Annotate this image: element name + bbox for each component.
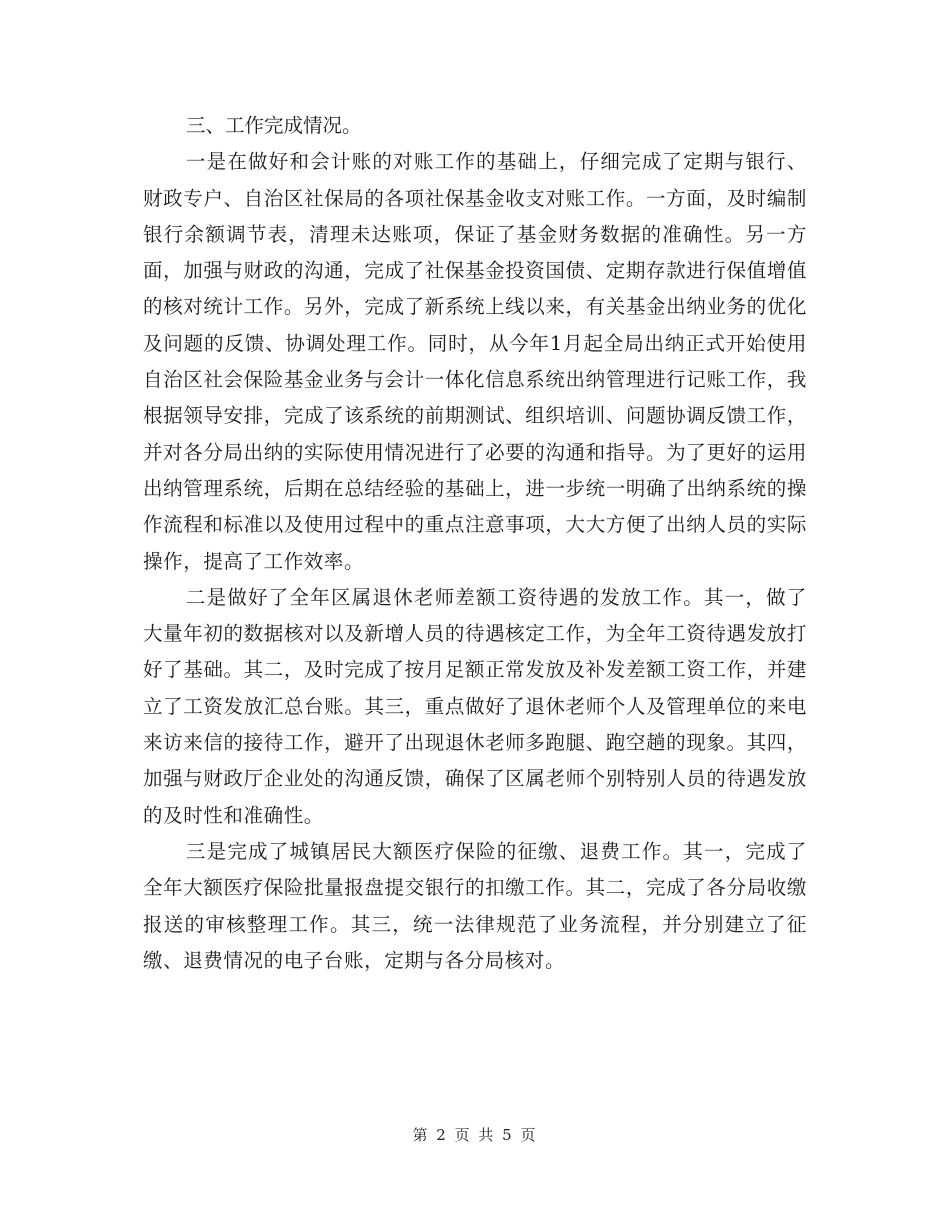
section-heading: 三、工作完成情况。 <box>186 114 362 137</box>
document-body <box>143 108 807 979</box>
paragraph-reconciliation: 一是在做好和会计账的对账工作的基础上，仔细完成了定期与银行、财政专户、自治区社保局的各项社保基金收支对账工作。一方面，及时编制银行余额调节表，清理未达账项，保证了基金财务数据的准确性。另一方面，加强与财政的沟通，完成了社保基金投资国债、定期存款进行保值增值的核对统计工作。另外，完成了新系统上线以来，有关基金出纳业务的优化及问题的反馈、协调处理工作。同时，从今年1月起全局出纳正式开始使用自治区社会保险基金业务与会计一体化信息系统出纳管理进行记账工作，我根据领导安排，完成了该系统的前期测试、组织培训、问题协调反馈工作，并对各分局出纳的实际使用情况进行了必要的沟通和指导。为了更好的运用出纳管理系统，后期在总结经验的基础上，进一步统一明确了出纳系统的操作流程和标准以及使用过程中的重点注意事项，大大方便了出纳人员的实际操作，提高了工作效率。 <box>143 150 807 573</box>
page-number-footer: 第 2 页 共 5 页 <box>412 1126 538 1144</box>
paragraph-retiree-wages: 二是做好了全年区属退休老师差额工资待遇的发放工作。其一，做了大量年初的数据核对以及新增人员的待遇核定工作，为全年工资待遇发放打好了基础。其二，及时完成了按月足额正常发放及补发差额工资工作，并建立了工资发放汇总台账。其三，重点做好了退休老师个人及管理单位的来电来访来信的接待工作，避开了出现退休老师多跑腿、跑空趟的现象。其四，加强与财政厅企业处的沟通反馈，确保了区属老师个别特别人员的待遇发放的及时性和准确性。 <box>143 585 807 827</box>
paragraph-medical-insurance: 三是完成了城镇居民大额医疗保险的征缴、退费工作。其一，完成了全年大额医疗保险批量报盘提交银行的扣缴工作。其二，完成了各分局收缴报送的审核整理工作。其三，统一法律规范了业务流程，并分别建立了征缴、退费情况的电子台账，定期与各分局核对。 <box>143 839 807 972</box>
